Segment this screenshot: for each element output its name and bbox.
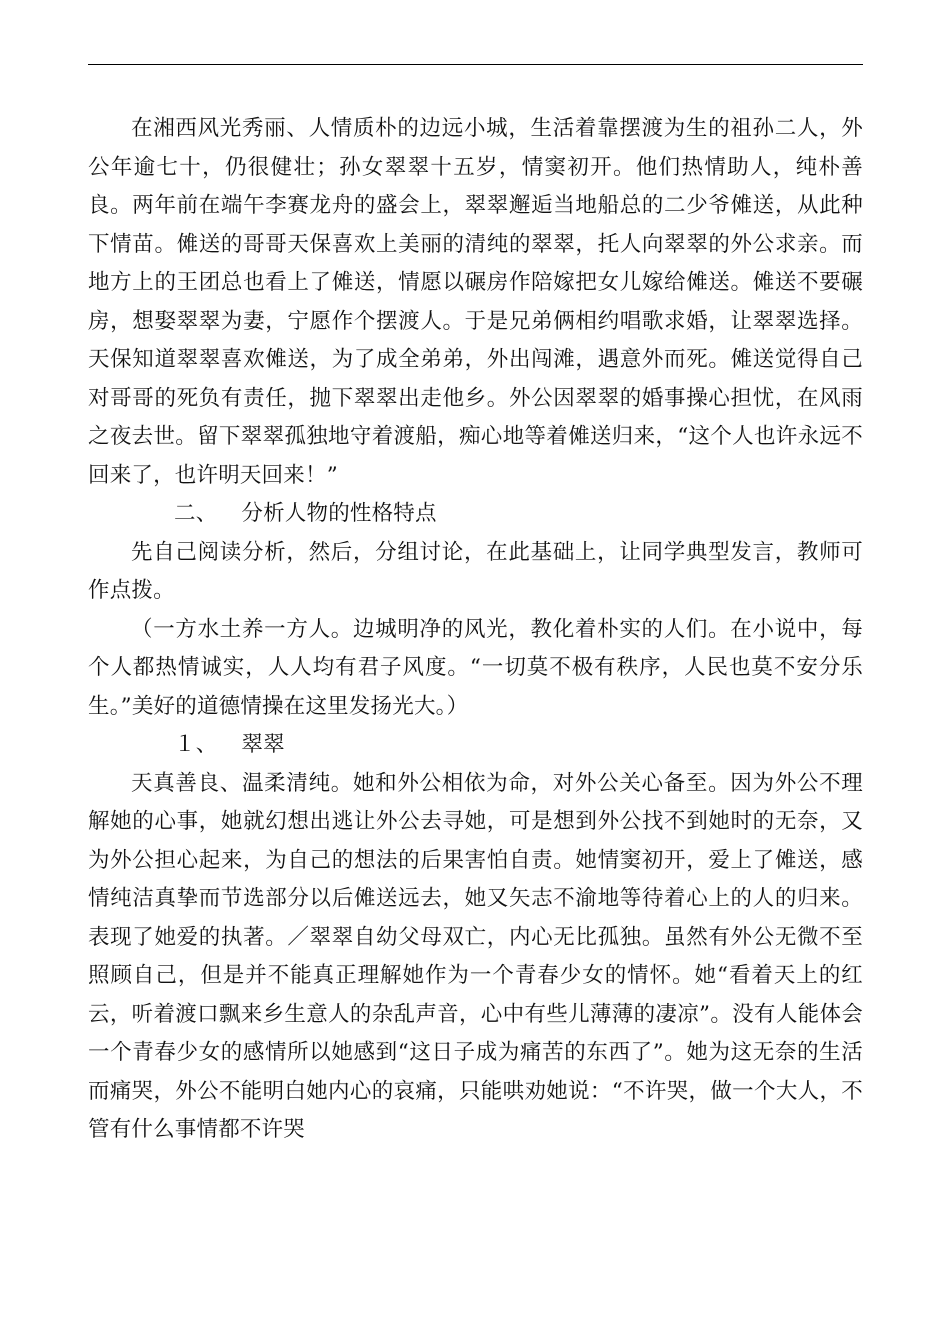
subsection-number: １、 [174, 732, 218, 757]
section-title: 分析人物的性格特点 [241, 501, 437, 526]
header-rule [88, 64, 863, 65]
subsection-title: 翠翠 [241, 732, 285, 757]
summary-paragraph: 在湘西风光秀丽、人情质朴的边远小城，生活着靠摆渡为生的祖孙二人，外公年逾七十，仍很健壮；孙女翠翠十五岁，情窦初开。他们热情助人，纯朴善良。两年前在端午李赛龙舟的盛会上，翠翠邂逅当地船总的二少爷傩送，从此种下情苗。傩送的哥哥天保喜欢上美丽的清纯的翠翠，托人向翠翠的外公求亲。而地方上的王团总也看上了傩送，情愿以碾房作陪嫁把女儿嫁给傩送。傩送不要碾房，想娶翠翠为妻，宁愿作个摆渡人。于是兄弟俩相约唱歌求婚，让翠翠选择。天保知道翠翠喜欢傩送，为了成全弟弟，外出闯滩，遇意外而死。傩送觉得自己对哥哥的死负有责任，抛下翠翠出走他乡。外公因翠翠的婚事操心担忧，在风雨之夜去世。留下翠翠孤独地守着渡船，痴心地等着傩送归来，“这个人也许永远不回来了，也许明天回来！” [88, 116, 863, 488]
note-paragraph: （一方水土养一方人。边城明净的风光，教化着朴实的人们。在小说中，每个人都热情诚实，人人均有君子风度。“一切莫不极有秩序，人民也莫不安分乐生。”美好的道德情操在这里发扬光大。） [88, 616, 863, 719]
section-number: 二、 [174, 501, 218, 526]
instruction-paragraph: 先自己阅读分析，然后，分组讨论，在此基础上，让同学典型发言，教师可作点拨。 [88, 539, 863, 603]
character-paragraph: 天真善良、温柔清纯。她和外公相依为命，对外公关心备至。因为外公不理解她的心事，她就幻想出逃让外公去寻她，可是想到外公找不到她时的无奈，又为外公担心起来，为自己的想法的后果害怕自责。她情窦初开，爱上了傩送，感情纯洁真挚而节选部分以后傩送远去，她又矢志不渝地等待着心上的人的归来。表现了她爱的执著。／翠翠自幼父母双亡，内心无比孤独。虽然有外公无微不至照顾自己，但是并不能真正理解她作为一个青春少女的情怀。她“看着天上的红云，听着渡口飘来乡生意人的杂乱声音，心中有些儿薄薄的凄凉”。没有人能体会一个青春少女的感情所以她感到“这日子成为痛苦的东西了”。她为这无奈的生活而痛哭，外公不能明白她内心的哀痛，只能哄劝她说：“不许哭，做一个大人，不管有什么事情都不许哭 [88, 770, 863, 1142]
document-body [88, 110, 863, 1150]
subsection-heading-1 [88, 726, 863, 765]
section-heading-2 [88, 495, 863, 534]
